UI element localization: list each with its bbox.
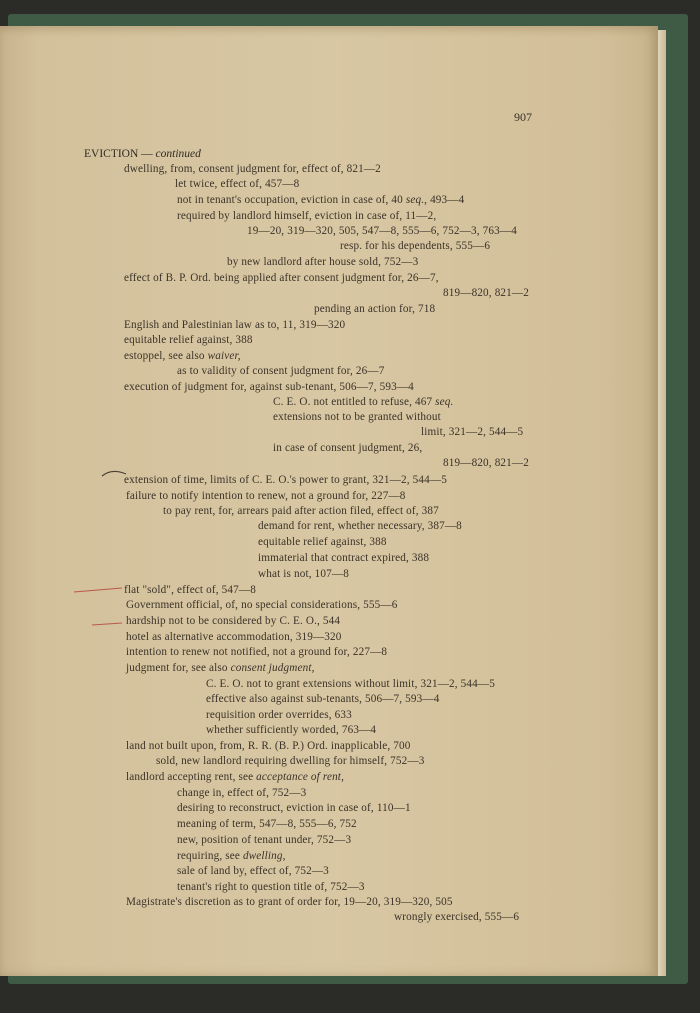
heading-continued: continued [155, 148, 201, 160]
red-underline-mark [90, 619, 124, 629]
index-entry: equitable relief against, 388 [258, 536, 387, 548]
heading-separator: — [138, 148, 156, 160]
index-entry [177, 194, 464, 207]
entry-text: not in tenant's occupation, eviction in case of, 40 [177, 194, 406, 206]
index-entry: resp. for his dependents, 555—6 [340, 240, 491, 252]
index-entry: dwelling, from, consent judgment for, effect of, 821—2 [124, 163, 381, 175]
index-entry [124, 350, 241, 363]
entry-italic: dwelling, [242, 850, 286, 862]
index-entry: tenant's right to question title of, 752—3 [177, 881, 365, 893]
pencil-tick-mark [100, 466, 130, 486]
page-number: 907 [514, 110, 532, 124]
index-entry: change in, effect of, 752—3 [177, 787, 307, 799]
index-entry: Magistrate's discretion as to grant of order for, 19—20, 319—320, 505 [126, 896, 453, 908]
index-entry: to pay rent, for, arrears paid after action filed, effect of, 387 [163, 505, 439, 517]
index-entry: execution of judgment for, against sub-tenant, 506—7, 593—4 [124, 381, 414, 393]
index-entry: what is not, 107—8 [258, 568, 349, 580]
index-entry: limit, 321—2, 544—5 [421, 426, 524, 438]
index-entry: hardship not to be considered by C. E. O., 544 [126, 615, 341, 627]
index-entry: pending an action for, 718 [314, 303, 436, 315]
index-entry: new, position of tenant under, 752—3 [177, 834, 352, 846]
index-entry: hotel as alternative accommodation, 319—320 [126, 631, 342, 643]
entry-text: C. E. O. not entitled to refuse, 467 [273, 396, 436, 408]
red-underline-mark [72, 584, 124, 596]
entry-italic: acceptance of rent, [256, 771, 345, 783]
index-entry: sold, new landlord requiring dwelling for himself, 752—3 [156, 755, 425, 767]
entry-text: judgment for, see also [126, 662, 231, 674]
index-entry: demand for rent, whether necessary, 387—8 [258, 520, 462, 532]
index-entry [126, 662, 315, 675]
index-entry: effective also against sub-tenants, 506—7, 593—4 [206, 693, 440, 705]
entry-italic: seq. [405, 194, 425, 206]
entry-text: , 493—4 [424, 194, 465, 206]
index-entry: as to validity of consent judgment for, 26—7 [177, 365, 385, 377]
entry-italic: seq. [435, 396, 454, 408]
index-entry: in case of consent judgment, 26, [273, 442, 423, 454]
index-entry: extensions not to be granted without [273, 411, 441, 423]
index-entry: C. E. O. not to grant extensions without limit, 321—2, 544—5 [206, 678, 495, 690]
index-entry: failure to notify intention to renew, not a ground for, 227—8 [126, 490, 406, 502]
index-entry: effect of B. P. Ord. being applied after consent judgment for, 26—7, [124, 272, 439, 284]
index-entry: English and Palestinian law as to, 11, 319—320 [124, 319, 346, 331]
index-entry: 819—820, 821—2 [443, 287, 530, 299]
index-entry: 19—20, 319—320, 505, 547—8, 555—6, 752—3, 763—4 [247, 225, 517, 237]
index-entry: sale of land by, effect of, 752—3 [177, 865, 329, 877]
entry-italic: waiver, [207, 350, 241, 362]
index-heading [84, 148, 201, 160]
book-page [0, 26, 658, 976]
entry-text: requiring, see [177, 850, 243, 862]
index-entry: 819—820, 821—2 [443, 457, 530, 469]
index-entry: whether sufficiently worded, 763—4 [206, 724, 377, 736]
entry-text: landlord accepting rent, see [126, 771, 257, 783]
index-entry [177, 850, 286, 863]
index-entry: immaterial that contract expired, 388 [258, 552, 430, 564]
index-entry: extension of time, limits of C. E. O.'s power to grant, 321—2, 544—5 [124, 474, 447, 486]
index-entry: let twice, effect of, 457—8 [175, 178, 300, 190]
heading-title: EVICTION [84, 148, 139, 160]
index-entry: requisition order overrides, 633 [206, 709, 352, 721]
index-entry: desiring to reconstruct, eviction in case of, 110—1 [177, 802, 411, 814]
entry-text: estoppel, see also [124, 350, 208, 362]
index-entry: intention to renew not notified, not a ground for, 227—8 [126, 646, 388, 658]
index-entry [273, 396, 453, 409]
index-entry: land not built upon, from, R. R. (B. P.) Ord. inapplicable, 700 [126, 740, 411, 752]
index-entry [126, 771, 344, 784]
index-entry: wrongly exercised, 555—6 [394, 911, 520, 923]
entry-italic: consent judgment, [230, 662, 315, 674]
index-entry: by new landlord after house sold, 752—3 [227, 256, 419, 268]
index-entry: required by landlord himself, eviction in case of, 11—2, [177, 210, 437, 222]
index-entry: equitable relief against, 388 [124, 334, 253, 346]
index-entry: meaning of term, 547—8, 555—6, 752 [177, 818, 357, 830]
index-entry: flat "sold", effect of, 547—8 [124, 584, 256, 596]
index-entry: Government official, of, no special considerations, 555—6 [126, 599, 398, 611]
